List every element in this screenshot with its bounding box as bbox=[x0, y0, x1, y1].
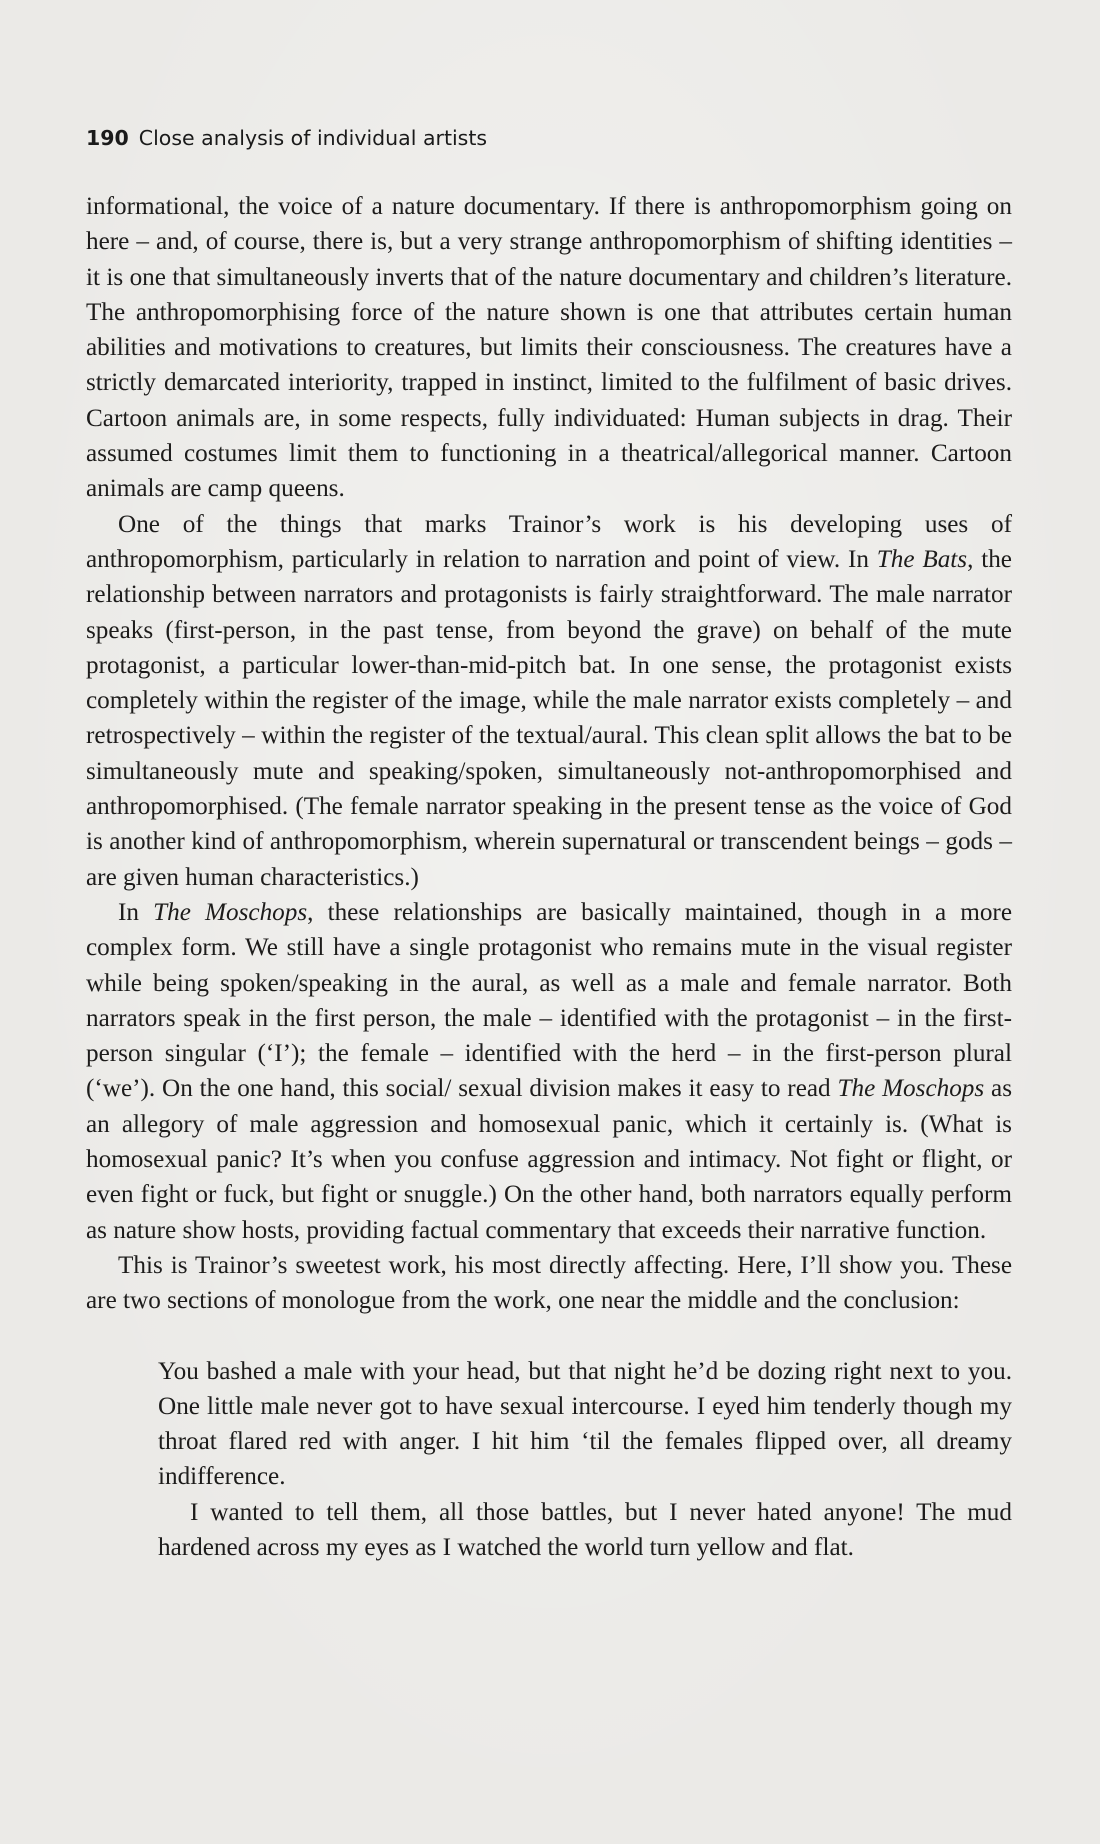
paragraph-3-text-a: In bbox=[118, 898, 154, 926]
paragraph-4-text: This is Trainor’s sweetest work, his most directly affecting. Here, I’ll show you. These are two sections of monologue from the work, one near the middle and the conclusion: bbox=[86, 1251, 1012, 1315]
paragraph-2-text-a: One of the things that marks Trainor’s work is his developing uses of anthropomorphism, particularly in relation to narration and point of view. In bbox=[86, 510, 1012, 573]
paragraph-4 bbox=[86, 1248, 1012, 1319]
block-quote-paragraph-1: You bashed a male with your head, but that night he’d be dozing right next to you. One little male never got to have sexual intercourse. I eyed him tenderly though my throat flared red with anger. I hit him ‘til the females flipped over, all dreamy indifference. bbox=[158, 1357, 1012, 1491]
body-text bbox=[86, 189, 1012, 1565]
paragraph-3-text-c: as an allegory of male aggression and homosexual panic, which it certainly is. (What is homosexual panic? It’s when you confuse aggression and intimacy. Not fight or flight, or even fight or fuck, but fight or snuggle.) On the other hand, both narrators equally perform as nature show hosts, providing factual commentary that exceeds their narrative function. bbox=[86, 1075, 1012, 1244]
paragraph-1-text: informational, the voice of a nature documentary. If there is anthropomorphism going on here – and, of course, there is, but a very strange anthropomorphism of shifting identities – it is one that simultaneously inverts that of the nature documentary and children’s literature. The anthropomorphising force of the nature shown is one that attributes certain human abilities and motivations to creatures, but limits their consciousness. The creatures have a strictly demarcated interiority, trapped in instinct, limited to the fulfilment of basic drives. Cartoon animals are, in some respects, fully individuated: Human subjects in drag. Their assumed costumes limit them to functioning in a theatrical/allegorical manner. Cartoon animals are camp queens. bbox=[86, 193, 1012, 503]
paragraph-3-text-b: , these relationships are basically maintained, though in a more complex form. We still have a single protagonist who remains mute in the visual register while being spoken/speaking in the aural, as well as a male and female narrator. Both narrators speak in the first person, the male – identified with the protagonist – in the first-person singular (‘I’); the female – identified with the herd – in the first-person plural (‘we’). On the one hand, this social/ sexual division makes it easy to read bbox=[86, 898, 1012, 1103]
block-quote bbox=[158, 1354, 1012, 1566]
work-title-the-moschops: The Moschops bbox=[153, 898, 308, 926]
block-quote-paragraph-2: I wanted to tell them, all those battles, but I never hated anyone! The mud hardened across my eyes as I watched the world turn yellow and flat. bbox=[158, 1498, 1012, 1561]
page-number: 190 bbox=[86, 126, 129, 150]
work-title-the-bats: The Bats bbox=[876, 545, 968, 573]
paragraph-1 bbox=[86, 189, 1012, 507]
work-title-the-moschops-2: The Moschops bbox=[837, 1075, 985, 1103]
paragraph-2 bbox=[86, 507, 1012, 895]
paragraph-2-text-b: , the relationship between narrators and protagonists is fairly straightforward. The male narrator speaks (first-person, in the past tense, from beyond the grave) on behalf of the mute protagonist, a particular lower-than-mid-pitch bat. In one sense, the protagonist exists completely within the register of the image, while the male narrator exists completely – and retrospectively – within the register of the textual/aural. This clean split allows the bat to be simultaneously mute and speaking/spoken, simultaneously not-anthropomorphised and anthropomorphised. (The female narrator speaking in the present tense as the voice of God is another kind of anthropomorphism, wherein supernatural or transcendent beings – gods – are given human characteristics.) bbox=[86, 545, 1012, 891]
spacer bbox=[86, 1319, 1012, 1354]
running-title: Close analysis of individual artists bbox=[138, 126, 488, 150]
paragraph-3 bbox=[86, 895, 1012, 1248]
running-head bbox=[86, 126, 487, 150]
